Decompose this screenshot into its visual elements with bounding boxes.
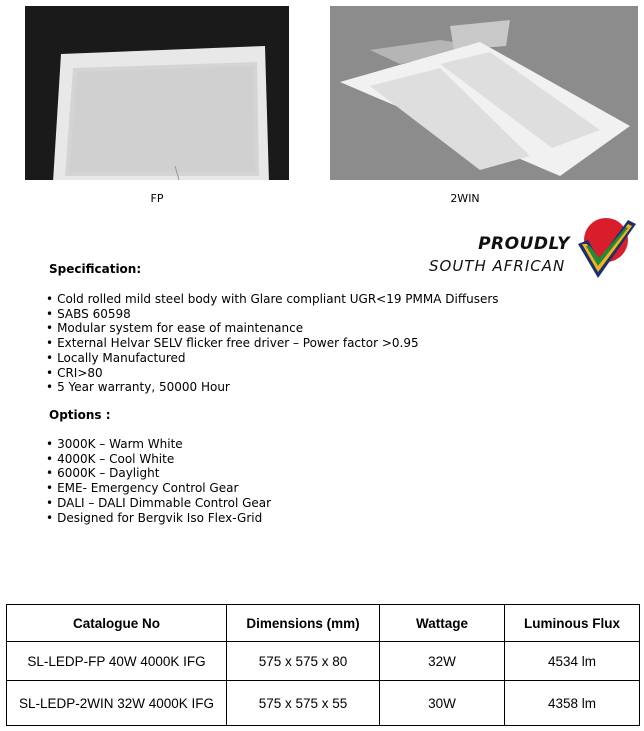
logo-line1: PROUDLY — [478, 234, 570, 254]
checkmark-emblem-icon — [572, 214, 638, 280]
cell-catalogue-no: SL-LEDP-FP 40W 4000K IFG — [7, 642, 227, 681]
specification-list — [46, 292, 499, 395]
specification-heading: Specification: — [49, 262, 142, 276]
cell-catalogue-no: SL-LEDP-2WIN 32W 4000K IFG — [7, 681, 227, 726]
table-row — [7, 642, 640, 681]
cell-dimensions: 575 x 575 x 55 — [227, 681, 380, 726]
list-item: • Locally Manufactured — [46, 351, 499, 366]
cell-wattage: 30W — [380, 681, 505, 726]
list-item: • SABS 60598 — [46, 307, 499, 322]
header-dimensions: Dimensions (mm) — [227, 605, 380, 642]
logo-line2: SOUTH AFRICAN — [429, 257, 566, 275]
product-table — [6, 604, 640, 726]
list-item: • DALI – DALI Dimmable Control Gear — [46, 496, 271, 511]
list-item: • 3000K – Warm White — [46, 437, 271, 452]
2win-caption: 2WIN — [450, 192, 480, 205]
proudly-south-african-logo — [428, 214, 640, 280]
options-heading: Options : — [49, 408, 111, 422]
table-row — [7, 681, 640, 726]
list-item: • Designed for Bergvik Iso Flex-Grid — [46, 511, 271, 526]
cell-luminous-flux: 4358 lm — [505, 681, 640, 726]
2win-panel-photo — [330, 6, 638, 180]
cell-luminous-flux: 4534 lm — [505, 642, 640, 681]
list-item: • Modular system for ease of maintenance — [46, 321, 499, 336]
list-item: • External Helvar SELV flicker free driver – Power factor >0.95 — [46, 336, 499, 351]
table-header-row — [7, 605, 640, 642]
header-wattage: Wattage — [380, 605, 505, 642]
fp-panel-photo — [25, 6, 289, 180]
header-luminous-flux: Luminous Flux — [505, 605, 640, 642]
fp-caption: FP — [150, 192, 164, 205]
header-catalogue-no: Catalogue No — [7, 605, 227, 642]
cell-wattage: 32W — [380, 642, 505, 681]
list-item: • 5 Year warranty, 50000 Hour — [46, 380, 499, 395]
list-item: • Cold rolled mild steel body with Glare compliant UGR<19 PMMA Diffusers — [46, 292, 499, 307]
list-item: • CRI>80 — [46, 366, 499, 381]
options-list — [46, 437, 271, 525]
list-item: • 4000K – Cool White — [46, 452, 271, 467]
list-item: • 6000K – Daylight — [46, 466, 271, 481]
list-item: • EME- Emergency Control Gear — [46, 481, 271, 496]
cell-dimensions: 575 x 575 x 80 — [227, 642, 380, 681]
